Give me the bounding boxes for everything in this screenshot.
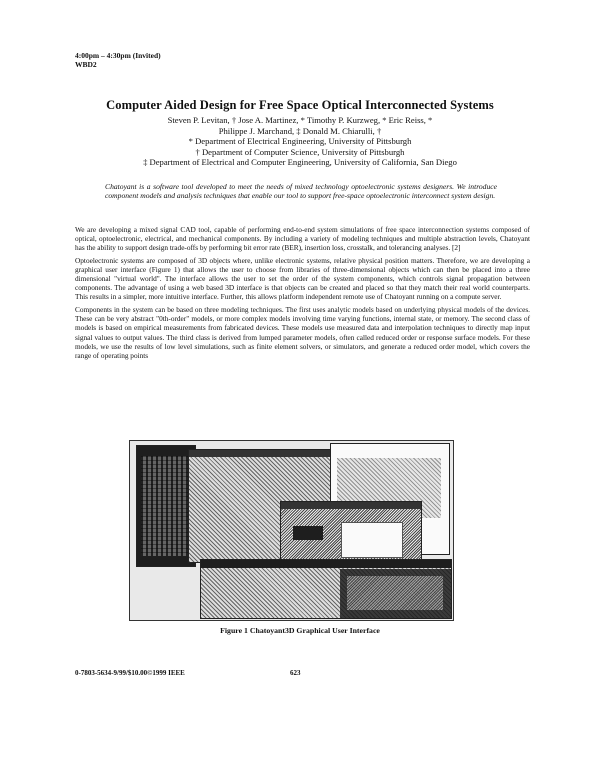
author-line: Steven P. Levitan, † Jose A. Martinez, * Timothy P. Kurzweg, * Eric Reiss, * (167, 115, 433, 125)
body-text (75, 225, 530, 364)
session-code: WBD2 (75, 60, 97, 69)
affiliation-line: * Department of Electrical Engineering, University of Pittsburgh (188, 136, 412, 146)
author-block (60, 115, 540, 168)
figure-window-console (340, 569, 452, 619)
figure-screenshot (129, 440, 454, 621)
abstract: Chatoyant is a software tool developed to meet the needs of mixed technology optoelectronic systems designers. We introduce component models and analysis techniques that enable our tool to support free-space optoelectronic interconnect system design. (105, 182, 497, 201)
figure-dark-block (293, 526, 323, 540)
paper-title: Computer Aided Design for Free Space Optical Interconnected Systems (106, 98, 494, 112)
page-number: 623 (290, 669, 301, 677)
figure-palette-grid (141, 456, 189, 556)
figure-titlebar (281, 502, 421, 509)
figure-window-palette (136, 445, 196, 567)
figure-caption: Figure 1 Chatoyant3D Graphical User Interface (220, 626, 380, 635)
author-line: Philippe J. Marchand, ‡ Donald M. Chiarulli, † (218, 125, 382, 136)
affiliation-line: † Department of Computer Science, University of Pittsburgh (195, 146, 405, 157)
paragraph: Optoelectronic systems are composed of 3D objects where, unlike electronic systems, relative physical position matters. Therefore, we are developing a graphical user interface (Figure 1) that allows the user to choose from libraries of three-dimensional objects which can then be placed into a three dimensional "virtual world". The interface allows the user to set the order of the system components, which controls signal propagation between components. The advantage of using a web based 3D interface is that objects can be created and placed so that they match their real world counterparts. This results in a simpler, more intuitive interface. Further, this allows platform independent remote use of Chatoyant running on a compute server. (75, 256, 530, 302)
figure-console-content (347, 576, 443, 610)
session-info (75, 51, 161, 69)
session-time: 4:00pm – 4:30pm (Invited) (75, 51, 161, 60)
footer-isbn: 0-7803-5634-9/99/$10.00©1999 IEEE (75, 669, 185, 677)
paragraph: Components in the system can be based on three modeling techniques. The first uses analytic models based on underlying physical models of the devices. These can be very abstract "0th-order" models, or more complex models involving time varying functions, internal state, or memory. The second class of models is based on empirical measurements from fabricated devices. These models use measured data and interpolation techniques to directly map input signal values to output values. The third class is derived from lumped parameter models, often called reduced order or response surface models. For these models, we use the results of low level simulations, such as finite element solvers, or simulators, and generate a reduced order model, which covers the range of operating points (75, 305, 530, 360)
affiliation-line: ‡ Department of Electrical and Computer Engineering, University of California, San Diego (143, 157, 457, 167)
paragraph: We are developing a mixed signal CAD tool, capable of performing end-to-end system simulations of free space interconnection systems composed of optical, optoelectronic, electrical, and mechanical components. By including a variety of modeling techniques and multiple abstraction levels, Chatoyant has the ability to support design trade-offs by performing bit error rate (BER), insertion loss, crosstalk, and tolerancing analyses. [2] (75, 225, 530, 253)
figure-bottom-bar (201, 560, 451, 568)
figure-white-block (341, 522, 403, 558)
